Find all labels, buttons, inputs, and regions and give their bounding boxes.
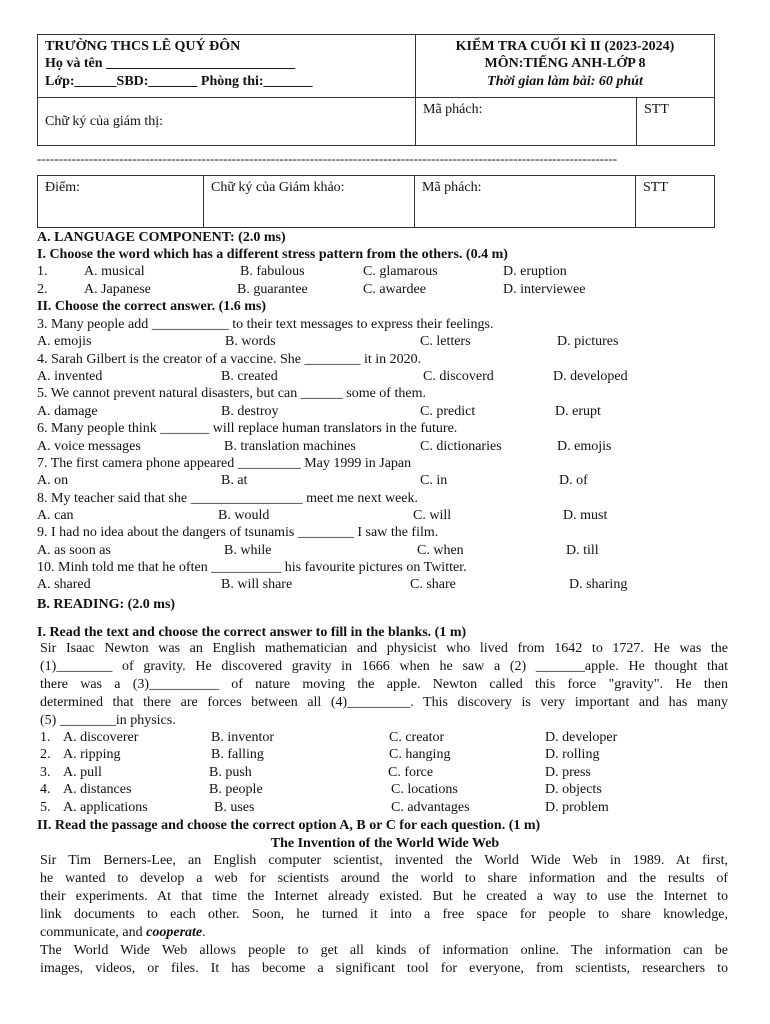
question-number: 2.	[40, 747, 51, 763]
option-a[interactable]: A. can	[37, 507, 74, 523]
option-b[interactable]: B. words	[225, 334, 276, 350]
option-c[interactable]: C. advantages	[391, 799, 470, 815]
option-d[interactable]: D. press	[545, 764, 591, 780]
code-label: Mã phách:	[423, 102, 483, 117]
line-end: .	[202, 925, 206, 940]
passage-line: images, videos, or files. It has become a significant tool for everyone, from scientists, researchers to	[40, 961, 728, 976]
option-d[interactable]: D. rolling	[545, 747, 600, 763]
stt-cell-2	[636, 176, 715, 228]
option-a[interactable]: A. distances	[63, 782, 132, 798]
exam-title: KIỂM TRA CUỐI KÌ II (2023-2024)	[455, 39, 675, 54]
passage-line: (5) ________in physics.	[40, 713, 176, 728]
option-c[interactable]: C. creator	[389, 730, 445, 745]
option-a[interactable]: A. invented	[37, 369, 103, 385]
exam-info-cell	[416, 35, 715, 98]
option-a: A. Japanese	[84, 282, 151, 297]
passage-line-5	[40, 924, 728, 942]
option-a[interactable]: A. emojis	[37, 334, 92, 350]
header-table	[37, 34, 715, 146]
code-label-2: Mã phách:	[422, 180, 482, 195]
stt-cell	[637, 98, 715, 146]
exam-time: Thời gian làm bài: 60 phút	[487, 73, 643, 89]
option-a[interactable]: A. discoverer	[63, 730, 139, 745]
option-c[interactable]: C. predict	[420, 403, 476, 419]
question-text: 5. We cannot prevent natural disasters, but can ______ some of them.	[37, 386, 426, 402]
passage-line: determined that there are forces between all (4)_________. This discovery is very important and has many	[40, 695, 728, 710]
option-b[interactable]: B. translation machines	[224, 438, 356, 454]
option-c[interactable]: C. force	[388, 764, 434, 780]
option-c[interactable]: C. in	[420, 473, 448, 489]
option-d[interactable]: D. developed	[553, 369, 628, 385]
section-a2-title: II. Choose the correct answer. (1.6 ms)	[37, 299, 267, 314]
option-d[interactable]: D. problem	[545, 799, 609, 815]
option-b[interactable]: B. will share	[221, 577, 293, 593]
part-a-title: A. LANGUAGE COMPONENT: (2.0 ms)	[37, 230, 286, 245]
question-text: 8. My teacher said that she ________________ meet me next week.	[37, 490, 419, 506]
option-c[interactable]: C. discoverd	[423, 369, 494, 385]
school-info-cell	[38, 35, 416, 98]
question-text: 6. Many people think _______ will replace human translators in the future.	[37, 421, 458, 437]
option-d[interactable]: D. of	[559, 473, 588, 489]
option-c: C. glamarous	[363, 264, 438, 279]
passage-line: Sir Isaac Newton was an English mathematician and physicist who lived from 1642 to 1727. He was the	[40, 641, 728, 656]
passage-line: their experiments. At that time the Internet already existed. But he created a way to use the Internet to	[40, 889, 728, 904]
question-number: 1.	[40, 730, 51, 745]
option-b[interactable]: B. would	[218, 507, 270, 523]
option-c[interactable]: C. dictionaries	[420, 438, 502, 454]
option-b[interactable]: B. while	[224, 542, 272, 558]
exam-subject: MÔN:TIẾNG ANH-LỚP 8	[484, 56, 646, 72]
newton-passage	[40, 640, 728, 730]
proctor-sign-label: Chữ ký của giám thị:	[45, 113, 164, 129]
section-b2-title: II. Read the passage and choose the correct option A, B or C for each question. (1 m)	[37, 818, 541, 833]
student-name-field: Họ và tên ___________________________	[45, 56, 296, 72]
option-a[interactable]: A. pull	[63, 764, 102, 780]
option-b[interactable]: B. falling	[211, 747, 264, 763]
option-b[interactable]: B. push	[209, 764, 252, 780]
option-b[interactable]: B. created	[221, 369, 278, 385]
part-b-title: B. READING: (2.0 ms)	[37, 597, 176, 612]
grader-sign-label: Chữ ký của Giám khảo:	[211, 180, 345, 195]
option-b[interactable]: B. uses	[214, 799, 255, 815]
passage-line: there was a (3)__________ of nature moving the apple. Newton called this force "gravity". He then	[40, 677, 728, 692]
question-text: 9. I had no idea about the dangers of tsunamis ________ I saw the film.	[37, 525, 439, 541]
line-start: communicate, and	[40, 925, 147, 940]
option-b: B. fabulous	[240, 264, 305, 279]
score-label: Điểm:	[45, 180, 80, 195]
score-table	[37, 175, 715, 228]
option-d[interactable]: D. developer	[545, 730, 618, 745]
code-cell-2	[415, 176, 636, 228]
option-c[interactable]: C. letters	[420, 334, 471, 350]
passage-line: The World Wide Web allows people to get all kinds of information online. The information can be	[40, 943, 728, 958]
section-b1-title: I. Read the text and choose the correct answer to fill in the blanks. (1 m)	[37, 625, 467, 640]
question-number: 3.	[40, 764, 51, 780]
option-d[interactable]: D. till	[566, 542, 599, 558]
question-text: 10. Minh told me that he often __________ his favourite pictures on Twitter.	[37, 559, 467, 575]
cut-line: --------------------------------------------------------------------------------------------------------------------------------------	[37, 151, 618, 164]
option-b: B. guarantee	[237, 282, 308, 297]
option-b[interactable]: B. inventor	[211, 730, 274, 745]
option-a[interactable]: A. as soon as	[37, 542, 111, 558]
option-d: D. interviewee	[503, 282, 586, 297]
question-number: 4.	[40, 782, 51, 798]
passage-line: Sir Tim Berners-Lee, an English computer scientist, invented the World Wide Web in 1989. At first,	[40, 853, 728, 868]
option-d[interactable]: D. objects	[545, 782, 602, 798]
stt-label: STT	[644, 102, 669, 117]
option-a[interactable]: A. applications	[63, 799, 148, 815]
option-a: A. musical	[84, 264, 145, 279]
code-cell	[416, 98, 637, 146]
option-c[interactable]: C. share	[410, 577, 456, 593]
option-c[interactable]: C. when	[417, 542, 464, 558]
option-a[interactable]: A. shared	[37, 577, 91, 593]
question-text: 7. The first camera phone appeared _________ May 1999 in Japan	[37, 455, 412, 471]
option-c[interactable]: C. will	[413, 507, 452, 523]
question-number: 5.	[40, 799, 51, 815]
option-a[interactable]: A. damage	[37, 403, 98, 419]
proctor-sign-cell	[38, 98, 416, 146]
question-text: 3. Many people add ___________ to their text messages to express their feelings.	[37, 317, 494, 332]
option-a[interactable]: A. on	[37, 473, 69, 489]
option-a[interactable]: A. voice messages	[37, 438, 141, 454]
section-a1-title: I. Choose the word which has a different stress pattern from the others. (0.4 m)	[37, 247, 508, 262]
option-b[interactable]: B. destroy	[221, 403, 279, 419]
question-number: 1.	[37, 264, 48, 279]
option-d[interactable]: D. erupt	[555, 403, 601, 419]
option-c[interactable]: C. hanging	[389, 747, 451, 763]
option-a[interactable]: A. ripping	[63, 747, 121, 763]
grader-cell	[204, 176, 415, 228]
stt-label-2: STT	[643, 180, 668, 195]
passage-line: he wanted to develop a web for scientists around the world to share information and the results of	[40, 871, 728, 886]
www-passage	[40, 852, 728, 978]
option-b[interactable]: B. at	[221, 473, 248, 489]
question-number: 2.	[37, 282, 48, 297]
passage-line: (1)________ of gravity. He discovered gravity in 1666 when he saw a (2) _______apple. He thought that	[40, 659, 728, 674]
option-d[interactable]: D. sharing	[569, 577, 628, 593]
option-b[interactable]: B. people	[209, 782, 263, 798]
question-text: 4. Sarah Gilbert is the creator of a vaccine. She ________ it in 2020.	[37, 351, 422, 367]
option-d[interactable]: D. emojis	[557, 438, 612, 454]
option-c[interactable]: C. locations	[391, 782, 458, 798]
highlighted-word: cooperate	[146, 925, 203, 940]
class-line: Lớp:______SBD:_______ Phòng thi:_______	[45, 73, 313, 89]
option-d[interactable]: D. pictures	[557, 334, 619, 350]
option-c: C. awardee	[363, 282, 426, 297]
passage-title: The Invention of the World Wide Web	[270, 836, 500, 851]
school-name: TRƯỜNG THCS LÊ QUÝ ĐÔN	[45, 39, 241, 54]
score-cell	[38, 176, 204, 228]
option-d[interactable]: D. must	[563, 507, 608, 523]
passage-line: link documents to each other. Soon, he turned it into a free space for people to share knowledge,	[40, 907, 728, 922]
option-d: D. eruption	[503, 264, 567, 279]
